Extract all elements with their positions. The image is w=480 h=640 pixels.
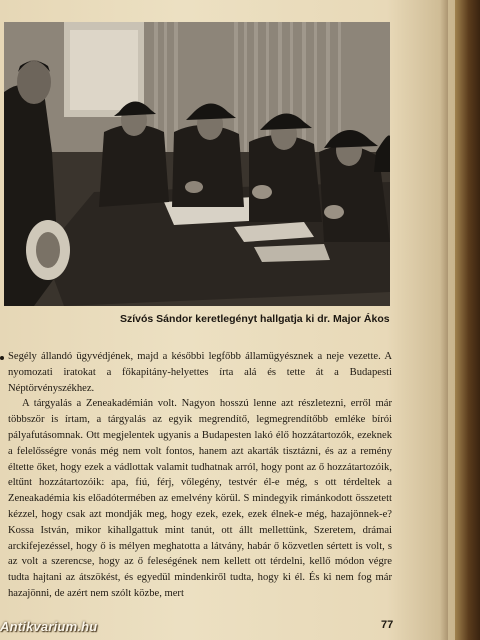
courtroom-photo bbox=[4, 22, 390, 306]
body-text bbox=[8, 349, 392, 602]
paragraph-1: Segély állandó ügyvédjének, majd a későbbi legfőbb államügyésznek a neje vezette. A nyomozati iratokat a főkapitány-helyettes írta alá és tette át a Budapesti Néptörvényszékhez. bbox=[8, 351, 392, 394]
page-gutter-shadow bbox=[440, 0, 448, 640]
book-spine-edge bbox=[455, 0, 480, 640]
courtroom-photo-drawing bbox=[4, 22, 390, 306]
page-number: 77 bbox=[381, 619, 394, 631]
photo-caption: Szívós Sándor keretlegényt hallgatja ki dr. Major Ákos bbox=[120, 313, 390, 325]
watermark-logo: Antikvarium.hu bbox=[0, 619, 98, 634]
paragraph-2: A tárgyalás a Zeneakadémián volt. Nagyon hosszú lenne azt részletezni, erről már többször is írtam, a tárgyalás az egyik megrendítő, legmegrendítőbb emléke bírói pályafutásomnak. Ott megjelentek ugyanis a Budapesten lakó élő hozzátartozók, ezeknek a felelősségre vonás még nem volt fontos, hanem azt akarták tisztázni, és az a remény éltette őket, hogy ezek a vádlottak valamit tudhatnak arról, hogy pont az ő hozzátartozóik, eltűnt hozzátartozóik: apa, fiú, férj, vőlegény, testvér él-e még, s ott térdeltek a Zeneakadémia kis előadótermében az emelvény körül. S mindegyik rimánkodott összetett kézzel, hogy csak azt mondják meg, hogy ezek, ezek, ezek élnek-e még, hazajönnek-e? Kossa István, mikor kihallgattuk mint tanút, ott állt mellettünk, Szeretem, drámai arckifejezéssel, hogy ő is mélyen meghatotta a látvány, habár ő közvetlen sértett is volt, s az volt a szerencse, hogy az ő feleségének nem kellett ott térdelni, kellő módon végre tudta hajtani az átszökést, és egyedül mindenkiről tudta, hogy ki él. És ki nem fog már hazajönni, de azért nem szólt közbe, mert bbox=[8, 398, 392, 599]
margin-mark bbox=[0, 356, 4, 360]
